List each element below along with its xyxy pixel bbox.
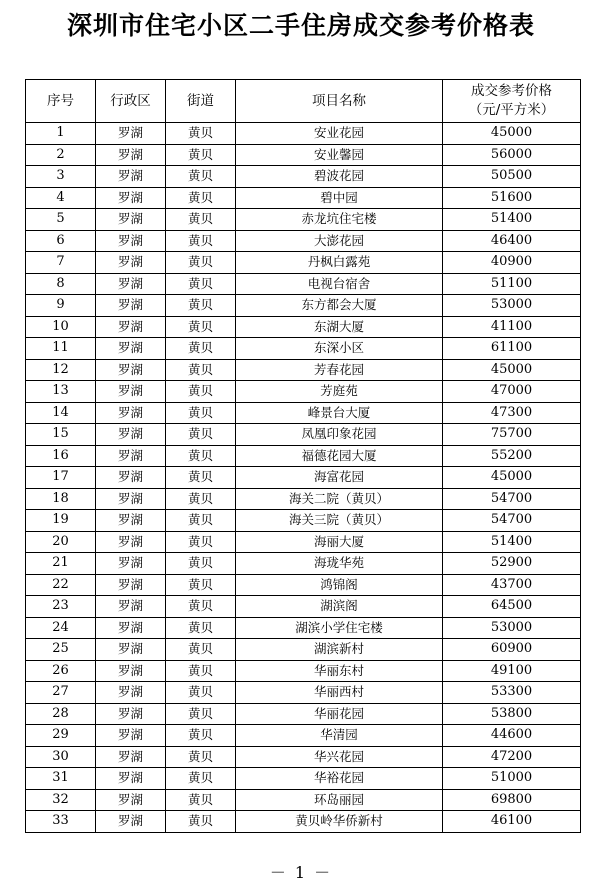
cell-street: 黄贝 <box>166 596 236 618</box>
cell-index: 17 <box>26 467 96 489</box>
cell-district: 罗湖 <box>96 617 166 639</box>
cell-price: 51600 <box>443 187 581 209</box>
cell-index: 1 <box>26 123 96 145</box>
cell-district: 罗湖 <box>96 660 166 682</box>
table-row <box>26 123 581 145</box>
table-row <box>26 746 581 768</box>
cell-project-name: 华裕花园 <box>236 768 443 790</box>
cell-district: 罗湖 <box>96 467 166 489</box>
cell-street: 黄贝 <box>166 187 236 209</box>
table-row <box>26 445 581 467</box>
cell-price: 49100 <box>443 660 581 682</box>
header-price-label: 成交参考价格 <box>471 83 552 99</box>
cell-index: 10 <box>26 316 96 338</box>
cell-price: 47200 <box>443 746 581 768</box>
cell-street: 黄贝 <box>166 273 236 295</box>
cell-index: 29 <box>26 725 96 747</box>
table-row <box>26 660 581 682</box>
cell-street: 黄贝 <box>166 510 236 532</box>
cell-price: 46400 <box>443 230 581 252</box>
cell-index: 28 <box>26 703 96 725</box>
cell-price: 54700 <box>443 488 581 510</box>
cell-district: 罗湖 <box>96 553 166 575</box>
cell-project-name: 湖滨新村 <box>236 639 443 661</box>
cell-street: 黄贝 <box>166 338 236 360</box>
cell-index: 12 <box>26 359 96 381</box>
cell-index: 11 <box>26 338 96 360</box>
cell-project-name: 安业馨园 <box>236 144 443 166</box>
cell-index: 33 <box>26 811 96 833</box>
cell-price: 52900 <box>443 553 581 575</box>
cell-district: 罗湖 <box>96 703 166 725</box>
cell-project-name: 鸿锦阁 <box>236 574 443 596</box>
cell-project-name: 碧中园 <box>236 187 443 209</box>
cell-street: 黄贝 <box>166 252 236 274</box>
cell-project-name: 华丽西村 <box>236 682 443 704</box>
cell-index: 8 <box>26 273 96 295</box>
cell-index: 16 <box>26 445 96 467</box>
cell-district: 罗湖 <box>96 488 166 510</box>
cell-price: 51400 <box>443 209 581 231</box>
cell-district: 罗湖 <box>96 574 166 596</box>
cell-street: 黄贝 <box>166 531 236 553</box>
cell-index: 6 <box>26 230 96 252</box>
table-row <box>26 617 581 639</box>
cell-street: 黄贝 <box>166 811 236 833</box>
cell-street: 黄贝 <box>166 209 236 231</box>
cell-street: 黄贝 <box>166 574 236 596</box>
table-row <box>26 187 581 209</box>
cell-project-name: 芳春花园 <box>236 359 443 381</box>
cell-district: 罗湖 <box>96 531 166 553</box>
cell-price: 54700 <box>443 510 581 532</box>
cell-street: 黄贝 <box>166 682 236 704</box>
cell-project-name: 凤凰印象花园 <box>236 424 443 446</box>
cell-price: 64500 <box>443 596 581 618</box>
cell-district: 罗湖 <box>96 682 166 704</box>
cell-project-name: 碧波花园 <box>236 166 443 188</box>
cell-district: 罗湖 <box>96 230 166 252</box>
table-row <box>26 295 581 317</box>
cell-price: 51000 <box>443 768 581 790</box>
cell-project-name: 东深小区 <box>236 338 443 360</box>
cell-index: 30 <box>26 746 96 768</box>
cell-project-name: 华清园 <box>236 725 443 747</box>
cell-price: 69800 <box>443 789 581 811</box>
cell-district: 罗湖 <box>96 144 166 166</box>
cell-street: 黄贝 <box>166 402 236 424</box>
cell-street: 黄贝 <box>166 639 236 661</box>
cell-street: 黄贝 <box>166 553 236 575</box>
cell-street: 黄贝 <box>166 768 236 790</box>
cell-district: 罗湖 <box>96 402 166 424</box>
cell-district: 罗湖 <box>96 596 166 618</box>
cell-project-name: 大澎花园 <box>236 230 443 252</box>
cell-district: 罗湖 <box>96 359 166 381</box>
cell-index: 27 <box>26 682 96 704</box>
cell-index: 4 <box>26 187 96 209</box>
cell-price: 43700 <box>443 574 581 596</box>
cell-project-name: 赤龙坑住宅楼 <box>236 209 443 231</box>
table-header-row <box>26 80 581 123</box>
cell-street: 黄贝 <box>166 316 236 338</box>
cell-street: 黄贝 <box>166 424 236 446</box>
cell-price: 53300 <box>443 682 581 704</box>
cell-index: 20 <box>26 531 96 553</box>
cell-index: 25 <box>26 639 96 661</box>
cell-price: 40900 <box>443 252 581 274</box>
cell-price: 45000 <box>443 467 581 489</box>
table-row <box>26 144 581 166</box>
cell-index: 31 <box>26 768 96 790</box>
cell-project-name: 丹枫白露苑 <box>236 252 443 274</box>
table-row <box>26 553 581 575</box>
cell-district: 罗湖 <box>96 166 166 188</box>
cell-district: 罗湖 <box>96 252 166 274</box>
cell-index: 24 <box>26 617 96 639</box>
cell-index: 9 <box>26 295 96 317</box>
cell-project-name: 海关三院（黄贝） <box>236 510 443 532</box>
cell-district: 罗湖 <box>96 768 166 790</box>
table-row <box>26 230 581 252</box>
cell-street: 黄贝 <box>166 123 236 145</box>
table-row <box>26 467 581 489</box>
cell-price: 55200 <box>443 445 581 467</box>
cell-street: 黄贝 <box>166 703 236 725</box>
cell-district: 罗湖 <box>96 510 166 532</box>
cell-district: 罗湖 <box>96 273 166 295</box>
cell-price: 53000 <box>443 295 581 317</box>
cell-street: 黄贝 <box>166 166 236 188</box>
cell-price: 45000 <box>443 123 581 145</box>
cell-project-name: 芳庭苑 <box>236 381 443 403</box>
cell-index: 5 <box>26 209 96 231</box>
cell-project-name: 环岛丽园 <box>236 789 443 811</box>
cell-district: 罗湖 <box>96 123 166 145</box>
cell-price: 47300 <box>443 402 581 424</box>
cell-district: 罗湖 <box>96 746 166 768</box>
table-row <box>26 273 581 295</box>
cell-project-name: 海关二院（黄贝） <box>236 488 443 510</box>
cell-street: 黄贝 <box>166 230 236 252</box>
cell-project-name: 海丽大厦 <box>236 531 443 553</box>
table-row <box>26 574 581 596</box>
cell-project-name: 峰景台大厦 <box>236 402 443 424</box>
page-title: 深圳市住宅小区二手住房成交参考价格表 <box>66 11 535 40</box>
cell-street: 黄贝 <box>166 660 236 682</box>
cell-price: 56000 <box>443 144 581 166</box>
cell-street: 黄贝 <box>166 725 236 747</box>
table-row <box>26 725 581 747</box>
cell-district: 罗湖 <box>96 338 166 360</box>
table-row <box>26 252 581 274</box>
table-row <box>26 166 581 188</box>
cell-price: 60900 <box>443 639 581 661</box>
cell-street: 黄贝 <box>166 359 236 381</box>
cell-index: 2 <box>26 144 96 166</box>
cell-street: 黄贝 <box>166 381 236 403</box>
cell-index: 19 <box>26 510 96 532</box>
cell-street: 黄贝 <box>166 488 236 510</box>
cell-street: 黄贝 <box>166 445 236 467</box>
table-row <box>26 209 581 231</box>
cell-street: 黄贝 <box>166 746 236 768</box>
cell-district: 罗湖 <box>96 187 166 209</box>
cell-price: 51100 <box>443 273 581 295</box>
table-row <box>26 596 581 618</box>
header-price-unit: （元/平方米） <box>468 102 555 118</box>
page-number: － 1 － <box>269 863 333 882</box>
cell-project-name: 湖滨小学住宅楼 <box>236 617 443 639</box>
cell-district: 罗湖 <box>96 424 166 446</box>
table-row <box>26 789 581 811</box>
cell-street: 黄贝 <box>166 617 236 639</box>
table-row <box>26 381 581 403</box>
cell-project-name: 福德花园大厦 <box>236 445 443 467</box>
table-row <box>26 811 581 833</box>
cell-price: 41100 <box>443 316 581 338</box>
table-row <box>26 402 581 424</box>
cell-project-name: 黄贝岭华侨新村 <box>236 811 443 833</box>
table-row <box>26 510 581 532</box>
cell-index: 22 <box>26 574 96 596</box>
header-price <box>443 80 581 123</box>
cell-price: 61100 <box>443 338 581 360</box>
cell-index: 3 <box>26 166 96 188</box>
cell-district: 罗湖 <box>96 316 166 338</box>
header-project-name: 项目名称 <box>236 80 443 123</box>
cell-project-name: 东湖大厦 <box>236 316 443 338</box>
table-row <box>26 639 581 661</box>
cell-project-name: 华丽东村 <box>236 660 443 682</box>
table-row <box>26 359 581 381</box>
header-street: 街道 <box>166 80 236 123</box>
cell-street: 黄贝 <box>166 144 236 166</box>
cell-district: 罗湖 <box>96 639 166 661</box>
table-row <box>26 768 581 790</box>
cell-index: 21 <box>26 553 96 575</box>
cell-price: 53000 <box>443 617 581 639</box>
cell-district: 罗湖 <box>96 445 166 467</box>
cell-price: 50500 <box>443 166 581 188</box>
cell-index: 23 <box>26 596 96 618</box>
cell-project-name: 安业花园 <box>236 123 443 145</box>
cell-district: 罗湖 <box>96 725 166 747</box>
cell-project-name: 海富花园 <box>236 467 443 489</box>
cell-district: 罗湖 <box>96 209 166 231</box>
table-row <box>26 531 581 553</box>
table-row <box>26 488 581 510</box>
cell-project-name: 东方都会大厦 <box>236 295 443 317</box>
cell-index: 13 <box>26 381 96 403</box>
table-row <box>26 316 581 338</box>
header-index: 序号 <box>26 80 96 123</box>
header-district: 行政区 <box>96 80 166 123</box>
cell-price: 45000 <box>443 359 581 381</box>
cell-index: 7 <box>26 252 96 274</box>
price-table <box>25 79 581 833</box>
cell-project-name: 华丽花园 <box>236 703 443 725</box>
cell-price: 44600 <box>443 725 581 747</box>
cell-district: 罗湖 <box>96 295 166 317</box>
cell-index: 26 <box>26 660 96 682</box>
cell-district: 罗湖 <box>96 381 166 403</box>
cell-index: 14 <box>26 402 96 424</box>
cell-price: 75700 <box>443 424 581 446</box>
cell-price: 53800 <box>443 703 581 725</box>
cell-price: 47000 <box>443 381 581 403</box>
table-row <box>26 682 581 704</box>
cell-index: 18 <box>26 488 96 510</box>
cell-project-name: 海珑华苑 <box>236 553 443 575</box>
cell-district: 罗湖 <box>96 789 166 811</box>
cell-index: 15 <box>26 424 96 446</box>
cell-street: 黄贝 <box>166 295 236 317</box>
cell-street: 黄贝 <box>166 789 236 811</box>
table-row <box>26 703 581 725</box>
cell-price: 51400 <box>443 531 581 553</box>
cell-project-name: 电视台宿舍 <box>236 273 443 295</box>
cell-district: 罗湖 <box>96 811 166 833</box>
cell-project-name: 湖滨阁 <box>236 596 443 618</box>
cell-index: 32 <box>26 789 96 811</box>
cell-price: 46100 <box>443 811 581 833</box>
cell-project-name: 华兴花园 <box>236 746 443 768</box>
table-row <box>26 338 581 360</box>
table-row <box>26 424 581 446</box>
cell-street: 黄贝 <box>166 467 236 489</box>
